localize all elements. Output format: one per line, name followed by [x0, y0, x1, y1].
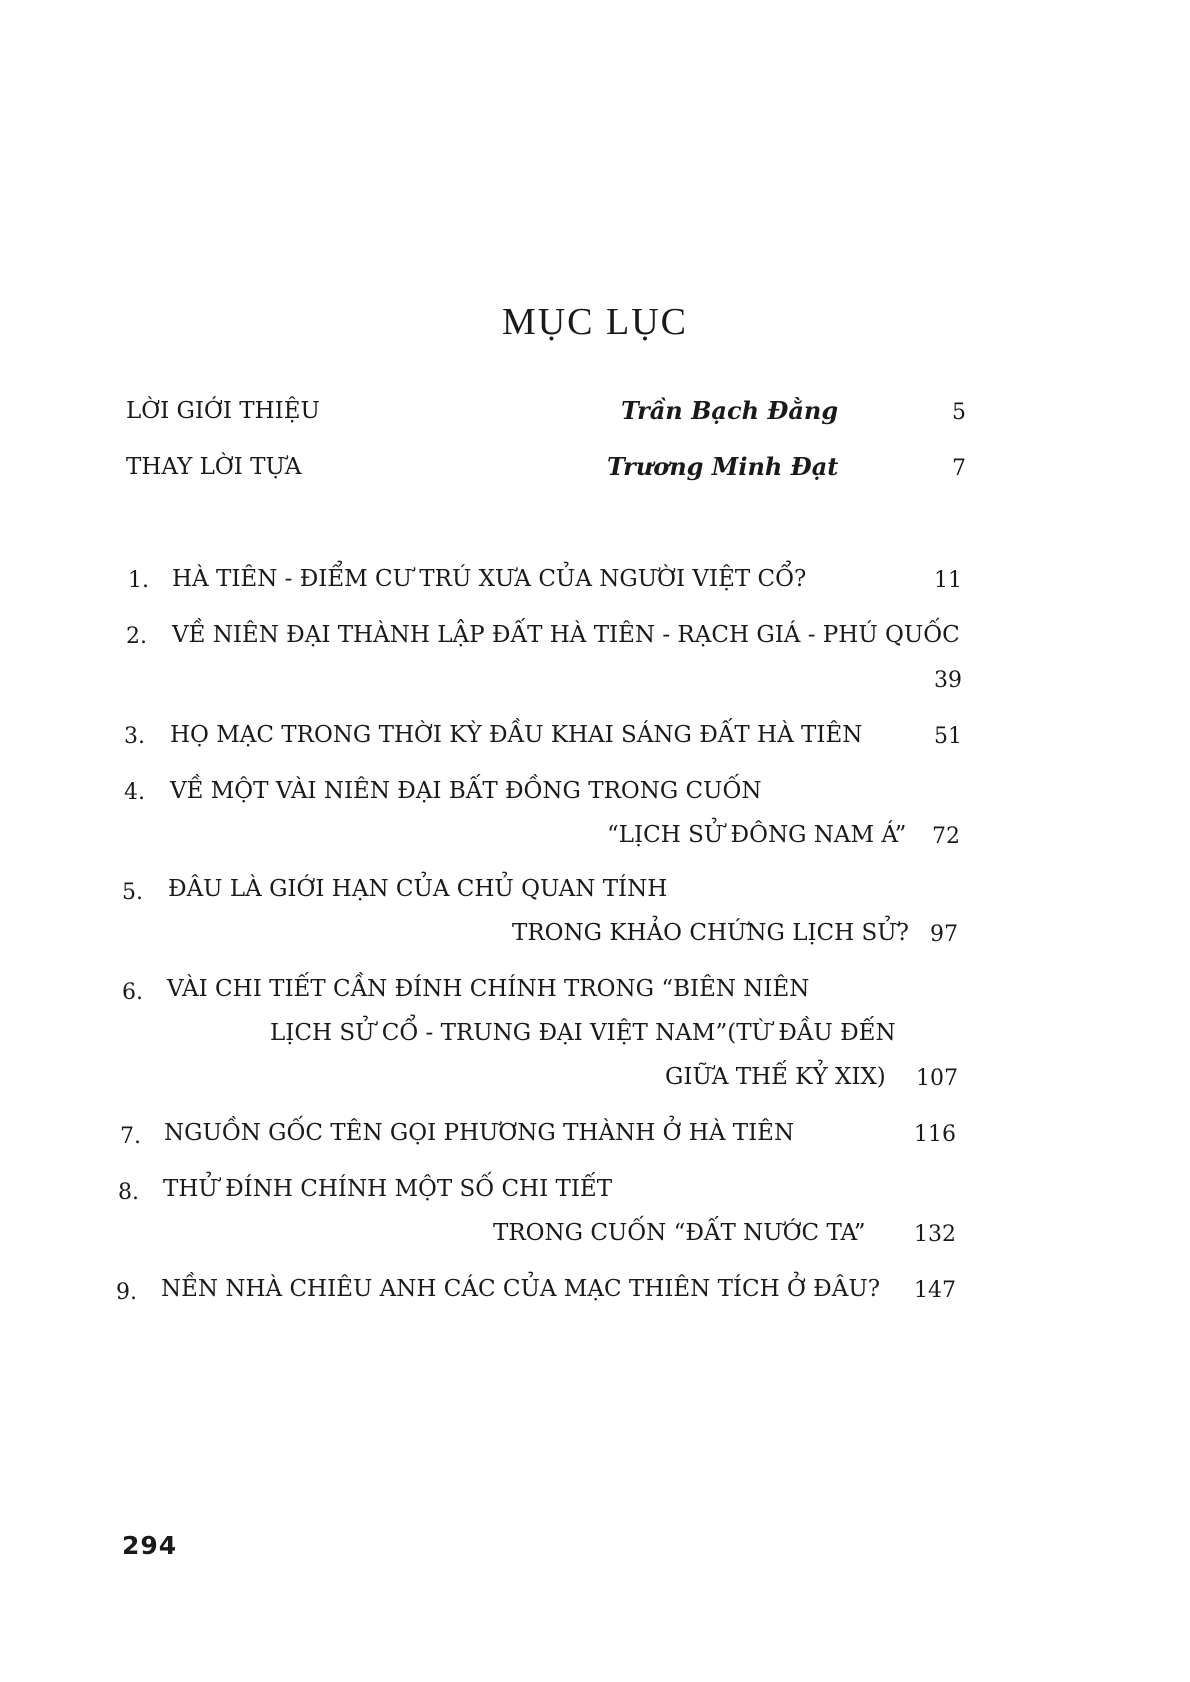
- front-matter-label: LỜI GIỚI THIỆU: [126, 398, 320, 424]
- entry-page: 147: [914, 1278, 956, 1303]
- front-matter-page: 5: [952, 400, 966, 425]
- toc-title: MỤC LỤC: [501, 301, 689, 343]
- entry-title-line: LỊCH SỬ CỔ - TRUNG ĐẠI VIỆT NAM”(TỪ ĐẦU ĐẾN: [270, 1020, 896, 1046]
- entry-page: 72: [932, 824, 960, 849]
- entry-title-line: VÀI CHI TIẾT CẦN ĐÍNH CHÍNH TRONG “BIÊN NIÊN: [167, 976, 810, 1002]
- entry-number: 4.: [124, 780, 145, 805]
- front-matter-label: THAY LỜI TỰA: [126, 454, 302, 480]
- entry-number: 6.: [122, 980, 143, 1005]
- entry-number: 7.: [120, 1124, 141, 1149]
- front-matter-author: Trần Bạch Đằng: [621, 396, 839, 425]
- entry-title-line: TRONG CUỐN “ĐẤT NƯỚC TA”: [493, 1220, 866, 1246]
- entry-page: 51: [934, 724, 962, 749]
- entry-page: 97: [930, 922, 958, 947]
- entry-title-line: NGUỒN GỐC TÊN GỌI PHƯƠNG THÀNH Ở HÀ TIÊN: [164, 1120, 795, 1146]
- front-matter-page: 7: [952, 456, 966, 481]
- entry-page: 39: [934, 668, 962, 693]
- front-matter-author: Trương Minh Đạt: [607, 452, 839, 481]
- entry-number: 2.: [126, 624, 147, 649]
- page-number: 294: [122, 1531, 178, 1560]
- entry-title-line: HÀ TIÊN - ĐIỂM CƯ TRÚ XƯA CỦA NGƯỜI VIỆT CỔ?: [172, 566, 807, 592]
- entry-number: 8.: [118, 1180, 139, 1205]
- entry-page: 132: [914, 1222, 956, 1247]
- entry-number: 1.: [128, 568, 149, 593]
- entry-title-line: THỬ ĐÍNH CHÍNH MỘT SỐ CHI TIẾT: [163, 1176, 613, 1202]
- entry-title-line: VỀ NIÊN ĐẠI THÀNH LẬP ĐẤT HÀ TIÊN - RẠCH GIÁ - PHÚ QUỐC: [172, 622, 960, 648]
- entry-title-line: VỀ MỘT VÀI NIÊN ĐẠI BẤT ĐỒNG TRONG CUỐN: [170, 778, 762, 804]
- entry-title-line: NỀN NHÀ CHIÊU ANH CÁC CỦA MẠC THIÊN TÍCH Ở ĐÂU?: [161, 1276, 881, 1302]
- entry-title-line: “LỊCH SỬ ĐÔNG NAM Á”: [607, 822, 907, 848]
- entry-title-line: GIỮA THẾ KỶ XIX): [665, 1064, 886, 1090]
- entry-number: 9.: [116, 1280, 137, 1305]
- entry-number: 5.: [122, 880, 143, 905]
- entry-title-line: ĐÂU LÀ GIỚI HẠN CỦA CHỦ QUAN TÍNH: [168, 876, 668, 902]
- entry-title-line: HỌ MẠC TRONG THỜI KỲ ĐẦU KHAI SÁNG ĐẤT HÀ TIÊN: [170, 722, 863, 748]
- entry-title-line: TRONG KHẢO CHỨNG LỊCH SỬ?: [512, 920, 909, 946]
- entry-page: 11: [934, 568, 962, 593]
- entry-number: 3.: [124, 724, 145, 749]
- entry-page: 107: [916, 1066, 958, 1091]
- entry-page: 116: [914, 1122, 956, 1147]
